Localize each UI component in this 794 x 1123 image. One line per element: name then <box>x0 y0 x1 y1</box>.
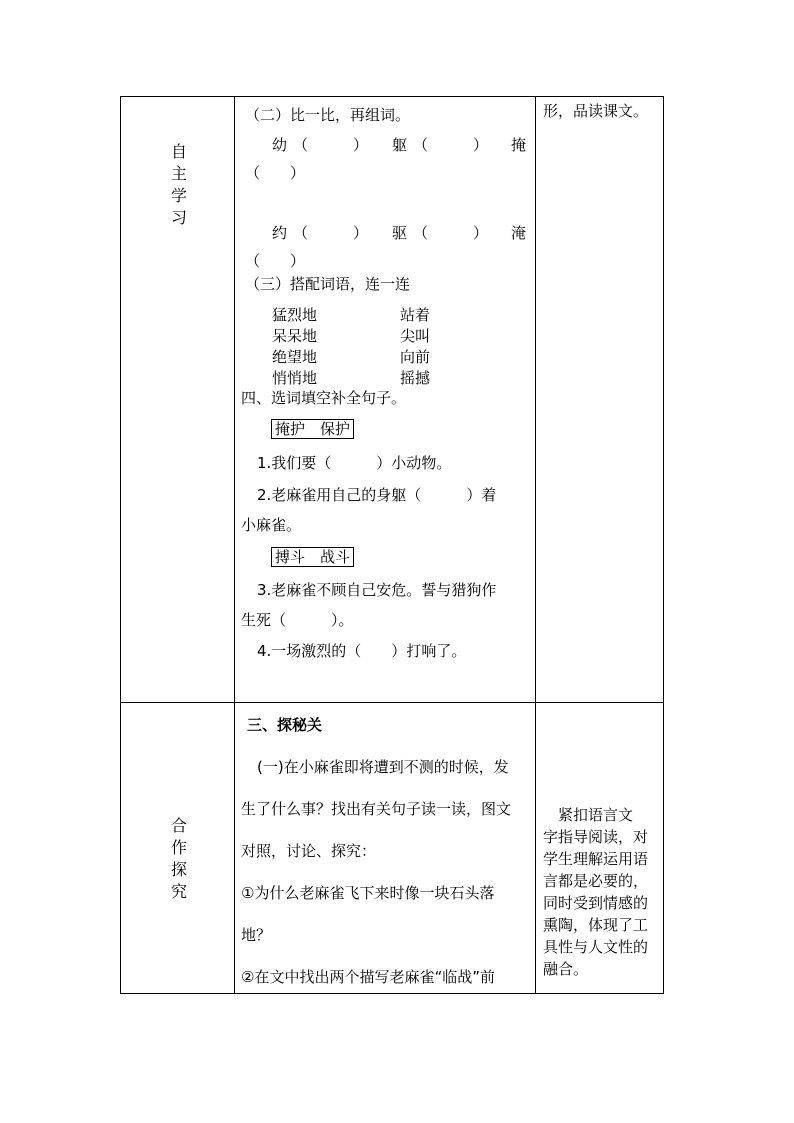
pair-blank: （ ） <box>293 136 369 154</box>
pair-blank: （ ） <box>245 252 306 270</box>
note-line: 具性与人文性的 <box>543 938 649 956</box>
note-line: 字指导阅读，对 <box>543 828 649 846</box>
match-right-item: 尖叫 <box>400 327 431 345</box>
note-line: 紧扣语言文 <box>543 806 634 824</box>
match-left-item: 悄悄地 <box>272 369 318 387</box>
section-title: 三、探秘关 <box>247 716 323 734</box>
note-line: 同时受到情感的 <box>543 894 649 912</box>
row2-label: 合作探究 <box>171 816 188 901</box>
word-choice-box: 搏斗 战斗 <box>271 547 354 567</box>
question-3-cont: 生死（ ）。 <box>241 611 354 629</box>
question-line: 地？ <box>241 926 272 944</box>
note-line: 融合。 <box>543 960 589 978</box>
table-row <box>121 703 664 994</box>
pair-blank: （ ） <box>245 164 306 182</box>
question-1: 1.我们要（ ）小动物。 <box>257 454 452 472</box>
word-choice-box: 掩护 保护 <box>271 419 354 439</box>
pair-char: 幼 <box>272 136 288 154</box>
row2-label-cell <box>121 703 235 994</box>
row2-note-cell <box>536 703 664 994</box>
question-2: 2.老麻雀用自己的身躯（ ）着 <box>257 486 497 504</box>
match-right-item: 向前 <box>400 348 431 366</box>
row1-label: 自主学习 <box>171 142 188 227</box>
question-line: ①为什么老麻雀飞下来时像一块石头落 <box>241 884 495 902</box>
question-2-cont: 小麻雀。 <box>241 516 302 534</box>
match-right-item: 站着 <box>400 306 431 324</box>
match-left-item: 猛烈地 <box>272 306 318 324</box>
question-line: ②在文中找出两个描写老麻雀“临战”前 <box>241 968 495 986</box>
pair-blank: （ ） <box>293 224 369 242</box>
section-four-heading: 四、选词填空补全句子。 <box>241 389 407 407</box>
question-3: 3.老麻雀不顾自己安危。誓与猎狗作 <box>257 581 497 599</box>
note-line: 言都是必要的， <box>543 872 649 890</box>
row1-note: 形，品读课文。 <box>543 102 649 120</box>
paragraph-line: (一)在小麻雀即将遭到不测的时候，发 <box>257 758 509 776</box>
row2-content-cell <box>235 703 536 994</box>
row1-content-cell <box>235 97 536 703</box>
pair-char: 驱 <box>392 224 408 242</box>
table-row <box>121 97 664 703</box>
paragraph-line: 生了什么事？找出有关句子读一读，图文 <box>241 800 512 818</box>
pair-blank: （ ） <box>413 224 489 242</box>
pair-blank: （ ） <box>413 136 489 154</box>
match-left-item: 呆呆地 <box>272 327 318 345</box>
question-4: 4.一场激烈的（ ）打响了。 <box>257 642 467 660</box>
lesson-plan-table <box>120 96 664 994</box>
section-three-heading: （三）搭配词语，连一连 <box>245 275 411 293</box>
match-right-item: 摇撼 <box>400 369 431 387</box>
section-two-heading: （二）比一比，再组词。 <box>245 106 411 124</box>
note-line: 学生理解运用语 <box>543 850 649 868</box>
paragraph-line: 对照，讨论、探究： <box>241 842 377 860</box>
match-left-item: 绝望地 <box>272 348 318 366</box>
row1-note-cell <box>536 97 664 703</box>
pair-char: 掩 <box>511 136 527 154</box>
pair-char: 淹 <box>511 224 527 242</box>
note-line: 熏陶，体现了工 <box>543 916 649 934</box>
pair-char: 约 <box>272 224 288 242</box>
pair-char: 躯 <box>392 136 408 154</box>
row1-label-cell <box>121 97 235 703</box>
